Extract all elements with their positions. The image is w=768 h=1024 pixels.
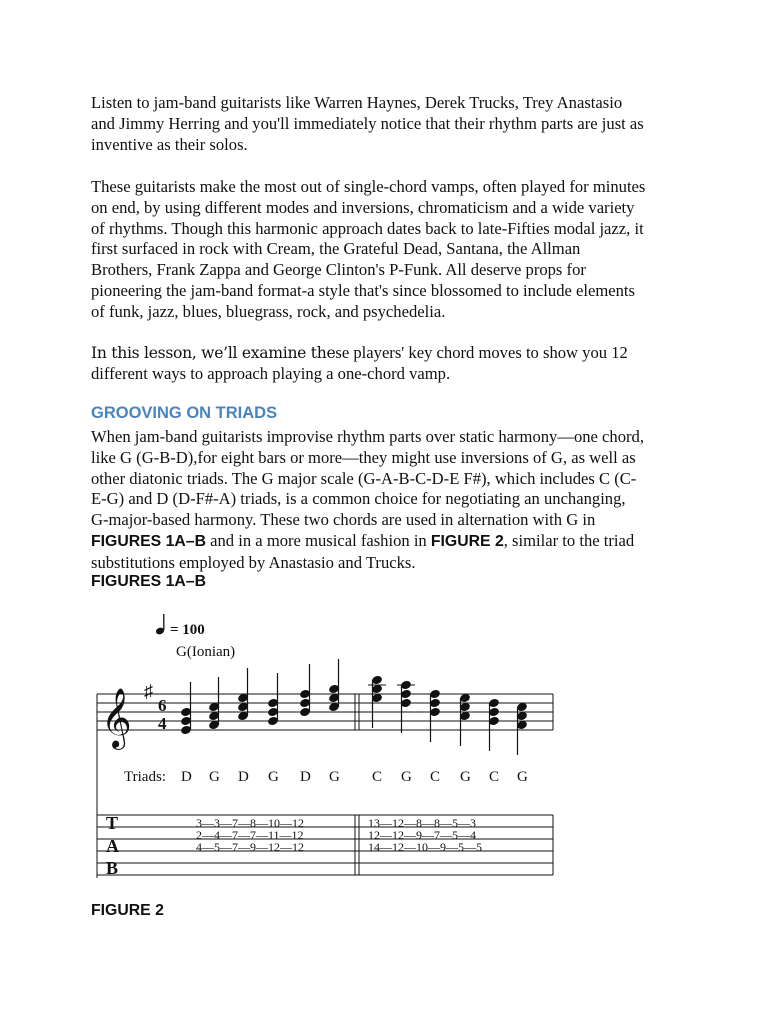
text-run: and in a more musical fashion in [206, 530, 431, 550]
text-line: These guitarists make the most out of single-chord vamps, often played for minutes [91, 177, 646, 196]
key-label: G(Ionian) [176, 644, 236, 660]
time-signature-bottom: 4 [158, 714, 167, 733]
text-line: like G (G-B-D),for eight bars or more—they might use inversions of G, as well as [91, 447, 636, 467]
section-heading: GROOVING ON TRIADS [91, 404, 278, 422]
tempo-marking [155, 614, 205, 638]
time-signature-top: 6 [158, 696, 167, 715]
text-line: on end, by using different modes and inversions, chromaticism and a wide variety [91, 197, 635, 217]
figure-reference: FIGURES 1A–B [91, 532, 206, 550]
text-line: Listen to jam-band guitarists like Warren Haynes, Derek Trucks, Trey Anastasio [91, 93, 623, 112]
text-line: of funk, jazz, blues, bluegrass, rock, and psychedelia. [91, 301, 446, 321]
tab-letter: B [106, 858, 119, 878]
text-line: substitutions employed by Anastasio and Trucks. [91, 552, 416, 572]
triad-label: D [181, 769, 192, 785]
triad-label: D [300, 769, 311, 785]
triad-label: G [209, 769, 220, 785]
text-line: G-major-based harmony. These two chords are used in alternation with G in [91, 510, 596, 530]
triad-label: C [489, 769, 500, 785]
text-line: inventive as their solos. [91, 134, 248, 154]
triad-label: G [329, 769, 340, 785]
text-line: E-G) and D (D-F#-A) triads, is a common choice for negotiating an unchanging, [91, 489, 626, 509]
tab-row: 4—5—7—9—12—12 [196, 840, 304, 854]
tab-row: 13—12—8—8—5—3 [368, 816, 476, 830]
triad-label: G [401, 769, 412, 785]
text-line: When jam-band guitarists improvise rhythm parts over static harmony—one chord, [91, 427, 644, 446]
text-line: other diatonic triads. The G major scale (G-A-B-C-D-E F#), which includes C (C- [91, 468, 637, 488]
tempo-text: = 100 [170, 622, 205, 638]
triads-row [181, 769, 528, 785]
triad-label: G [517, 769, 528, 785]
tab-row: 12—12—9—7—5—4 [368, 828, 476, 842]
tab-staff [97, 815, 553, 875]
triad-label: G [268, 769, 279, 785]
tab-row: 14—12—10—9—5—5 [368, 840, 482, 854]
triad-label: C [430, 769, 441, 785]
tab-row: 3—3—7—8—10—12 [196, 816, 304, 830]
triads-label: Triads: [124, 769, 166, 785]
tab-clef [106, 813, 119, 878]
text-run: , similar to the triad [503, 530, 635, 550]
tab-letter: A [106, 836, 119, 856]
lesson-rest-text: se players' key chord moves to show you 12 [335, 343, 628, 362]
figure-1-title: FIGURES 1A–B [91, 573, 206, 590]
triad-label: G [460, 769, 471, 785]
text-line: pioneering the jam-band format-a style that's since blossomed to include elements [91, 280, 635, 300]
sharp-icon: ♯ [144, 681, 153, 701]
figure-reference: FIGURE 2 [430, 532, 504, 550]
text-line: Brothers, Frank Zappa and George Clinton's P-Funk. All deserve props for [91, 260, 586, 280]
figure-2-title: FIGURE 2 [91, 902, 164, 919]
tab-row: 2—4—7—7—11—12 [196, 828, 304, 842]
text-line: of rhythms. Though this harmonic approach dates back to late-Fifties modal jazz, it [91, 218, 644, 238]
text-line: and Jimmy Herring and you'll immediately notice that their rhythm parts are just as [91, 113, 644, 133]
text-line: first surfaced in rock with Cream, the Grateful Dead, Santana, the Allman [91, 239, 581, 259]
triad-label: D [238, 769, 249, 785]
text-line: different ways to approach playing a one-chord vamp. [91, 363, 451, 383]
triad-label: C [372, 769, 383, 785]
tab-numbers [196, 816, 482, 854]
chord-notes [180, 659, 528, 755]
treble-clef-icon: 𝄞 [101, 690, 132, 747]
lesson-lead-text: In this lesson, we’ll examine the [91, 344, 336, 362]
tab-letter: T [106, 813, 119, 833]
